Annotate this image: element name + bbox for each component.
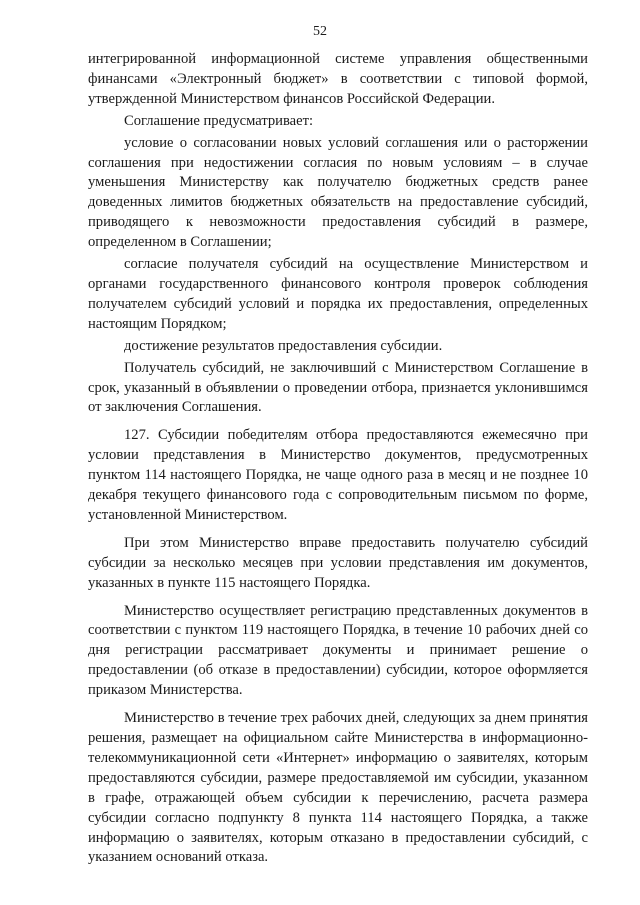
paragraph-evasion: Получатель субсидий, не заключивший с Министерством Соглашение в срок, указанный в объявлении о проведении отбора, признается уклонившимся от заключения Соглашения. [88,359,588,416]
paragraph-continuation: интегрированной информационной системе управления общественными финансами «Электронный бюджет» в соответствии с типовой формой, утвержденной Министерством финансов Российской Федерации. [88,51,588,107]
paragraph-item-127: 127. Субсидии победителям отбора предоставляются ежемесячно при условии представления в Министерство документов, предусмотренных пунктом 114 настоящего Порядка, не чаще одного раза в месяц и не позднее 10 декабря текущего финансового года с сопроводительным письмом по форме, установленной Министерством. [88,427,588,523]
document-body [88,50,588,868]
paragraph-consent-inspections: согласие получателя субсидий на осуществление Министерством и органами государственного финансового контроля проверок соблюдения получателем субсидий условий и порядка их предоставления, определенных настоящим Порядком; [88,256,588,332]
paragraph-results: достижение результатов предоставления субсидии. [124,337,443,354]
paragraph-registration: Министерство осуществляет регистрацию представленных документов в соответствии с пунктом 119 настоящего Порядка, в течение 10 рабочих дней со дня регистрации рассматривает документы и принимает решение о предоставлении (об отказе в предоставлении) субсидии, которое оформляется приказом Министерства. [88,602,588,699]
paragraph-multiple-months: При этом Министерство вправе предоставить получателю субсидий субсидии за несколько месяцев при условии представления им документов, указанных в пункте 115 настоящего Порядка. [88,534,588,591]
page-number: 52 [313,24,327,39]
paragraph-condition-renegotiation: условие о согласовании новых условий соглашения или о расторжении соглашения при недостижении согласия по новым условиям – в случае уменьшения Министерству как получателю бюджетных средств ранее доведенных лимитов бюджетных обязательств на предоставление субсидий, приводящего к невозможности предоставления субсидий в размере, определенном в Соглашении; [88,134,588,251]
paragraph-publication: Министерство в течение трех рабочих дней, следующих за днем принятия решения, размещает на официальном сайте Министерства в информационно-телекоммуникационной сети «Интернет» информацию о заявителях, которым предоставляются субсидии, размере предоставляемой им субсидии, указанном в графе, отражающей объем субсидии к перечислению, расчета размера субсидии согласно подпункту 8 пункта 114 настоящего Порядка, а также информацию о заявителях, которым отказано в предоставлении субсидий, с указанием оснований отказа. [88,710,588,866]
paragraph-agreement-intro: Соглашение предусматривает: [124,112,314,129]
